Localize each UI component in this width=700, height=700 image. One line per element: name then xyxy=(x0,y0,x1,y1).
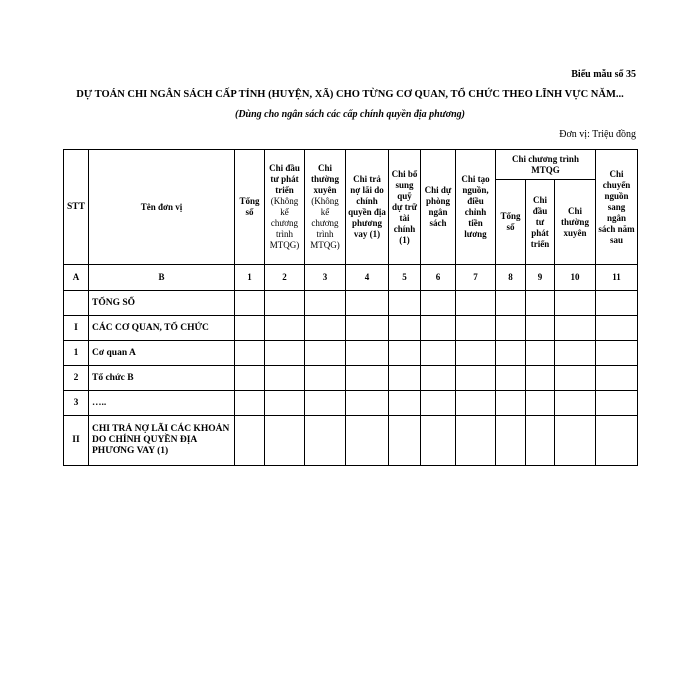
value-cell xyxy=(456,391,496,416)
recurrent-title: Chi thường xuyên xyxy=(311,163,339,195)
value-cell xyxy=(496,366,526,391)
value-cell xyxy=(265,366,305,391)
value-cell xyxy=(235,341,265,366)
value-cell xyxy=(389,416,421,466)
value-cell xyxy=(456,366,496,391)
col-header-invest xyxy=(265,150,305,265)
value-cell xyxy=(235,416,265,466)
table-row xyxy=(64,366,638,391)
value-cell xyxy=(305,291,346,316)
value-cell xyxy=(456,341,496,366)
value-cell xyxy=(235,291,265,316)
value-cell xyxy=(421,366,456,391)
col-header-mtqg-group: Chi chương trình MTQG xyxy=(496,150,596,180)
col-header-recurrent xyxy=(305,150,346,265)
value-cell xyxy=(596,341,638,366)
index-cell: 7 xyxy=(456,265,496,291)
row-name: CÁC CƠ QUAN, TỔ CHỨC xyxy=(89,316,235,341)
row-stt: 3 xyxy=(64,391,89,416)
value-cell xyxy=(456,291,496,316)
value-cell xyxy=(346,366,389,391)
index-cell: 6 xyxy=(421,265,456,291)
value-cell xyxy=(346,291,389,316)
document-subtitle: (Dùng cho ngân sách các cấp chính quyền địa phương) xyxy=(235,109,465,120)
col-header-mtqg-invest: Chi đầu tư phát triển xyxy=(526,180,555,265)
index-cell: 11 xyxy=(596,265,638,291)
value-cell xyxy=(596,316,638,341)
value-cell xyxy=(596,416,638,466)
value-cell xyxy=(496,416,526,466)
value-cell xyxy=(555,291,596,316)
col-header-debt: Chi trả nợ lãi do chính quyền địa phương vay (1) xyxy=(346,150,389,265)
header-row-top xyxy=(64,150,638,180)
value-cell xyxy=(346,316,389,341)
recurrent-note: (Không kể chương trình MTQG) xyxy=(310,196,340,250)
value-cell xyxy=(305,341,346,366)
value-cell xyxy=(235,316,265,341)
value-cell xyxy=(496,391,526,416)
value-cell xyxy=(265,291,305,316)
value-cell xyxy=(526,366,555,391)
value-cell xyxy=(526,291,555,316)
value-cell xyxy=(555,316,596,341)
value-cell xyxy=(265,341,305,366)
col-header-name: Tên đơn vị xyxy=(89,150,235,265)
value-cell xyxy=(421,416,456,466)
value-cell xyxy=(526,341,555,366)
row-stt: II xyxy=(64,416,89,466)
value-cell xyxy=(346,416,389,466)
value-cell xyxy=(555,416,596,466)
row-name: TỔNG SỐ xyxy=(89,291,235,316)
col-header-reserve: Chi dự phòng ngân sách xyxy=(421,150,456,265)
value-cell xyxy=(389,291,421,316)
value-cell xyxy=(456,316,496,341)
col-header-mtqg-total: Tổng số xyxy=(496,180,526,265)
col-header-mtqg-recurrent: Chi thường xuyên xyxy=(555,180,596,265)
row-name: ….. xyxy=(89,391,235,416)
index-cell: 5 xyxy=(389,265,421,291)
value-cell xyxy=(265,416,305,466)
value-cell xyxy=(596,291,638,316)
index-cell: 4 xyxy=(346,265,389,291)
value-cell xyxy=(265,391,305,416)
value-cell xyxy=(421,391,456,416)
unit-label: Đơn vị: Triệu đồng xyxy=(559,129,636,140)
value-cell xyxy=(305,366,346,391)
value-cell xyxy=(389,391,421,416)
document-title: DỰ TOÁN CHI NGÂN SÁCH CẤP TỈNH (HUYỆN, XÃ) CHO TỪNG CƠ QUAN, TỔ CHỨC THEO LĨNH VỰC NĂM... xyxy=(76,89,624,100)
value-cell xyxy=(346,391,389,416)
budget-table xyxy=(63,149,638,466)
table-row xyxy=(64,391,638,416)
col-header-stt: STT xyxy=(64,150,89,265)
value-cell xyxy=(555,391,596,416)
value-cell xyxy=(265,316,305,341)
value-cell xyxy=(496,341,526,366)
index-cell: 2 xyxy=(265,265,305,291)
table-row-section-ii xyxy=(64,416,638,466)
row-stt: 1 xyxy=(64,341,89,366)
value-cell xyxy=(421,316,456,341)
value-cell xyxy=(421,341,456,366)
value-cell xyxy=(346,341,389,366)
index-cell: A xyxy=(64,265,89,291)
value-cell xyxy=(389,316,421,341)
invest-title: Chi đầu tư phát triển xyxy=(269,163,300,195)
value-cell xyxy=(526,316,555,341)
value-cell xyxy=(389,341,421,366)
row-name: Tổ chức B xyxy=(89,366,235,391)
invest-note: (Không kể chương trình MTQG) xyxy=(269,196,300,250)
col-header-salary: Chi tạo nguồn, điều chỉnh tiền lương xyxy=(456,150,496,265)
form-number: Biểu mẫu số 35 xyxy=(571,69,636,80)
row-stt xyxy=(64,291,89,316)
value-cell xyxy=(389,366,421,391)
index-cell: 3 xyxy=(305,265,346,291)
table-row xyxy=(64,341,638,366)
value-cell xyxy=(496,291,526,316)
row-name: CHI TRẢ NỢ LÃI CÁC KHOẢN DO CHÍNH QUYỀN ĐỊA PHƯƠNG VAY (1) xyxy=(89,416,235,466)
value-cell xyxy=(421,291,456,316)
value-cell xyxy=(526,391,555,416)
index-cell: 10 xyxy=(555,265,596,291)
row-stt: 2 xyxy=(64,366,89,391)
table-row-section-i xyxy=(64,316,638,341)
col-header-total: Tổng số xyxy=(235,150,265,265)
table-row-total xyxy=(64,291,638,316)
value-cell xyxy=(305,416,346,466)
value-cell xyxy=(235,391,265,416)
col-header-fund: Chi bổ sung quỹ dự trữ tài chính (1) xyxy=(389,150,421,265)
column-index-row xyxy=(64,265,638,291)
value-cell xyxy=(496,316,526,341)
row-name: Cơ quan A xyxy=(89,341,235,366)
index-cell: 9 xyxy=(526,265,555,291)
row-stt: I xyxy=(64,316,89,341)
value-cell xyxy=(596,391,638,416)
index-cell: 8 xyxy=(496,265,526,291)
value-cell xyxy=(555,366,596,391)
value-cell xyxy=(526,416,555,466)
index-cell: 1 xyxy=(235,265,265,291)
value-cell xyxy=(596,366,638,391)
value-cell xyxy=(555,341,596,366)
index-cell: B xyxy=(89,265,235,291)
col-header-carry: Chi chuyển nguồn sang ngân sách năm sau xyxy=(596,150,638,265)
value-cell xyxy=(235,366,265,391)
value-cell xyxy=(305,316,346,341)
value-cell xyxy=(305,391,346,416)
value-cell xyxy=(456,416,496,466)
